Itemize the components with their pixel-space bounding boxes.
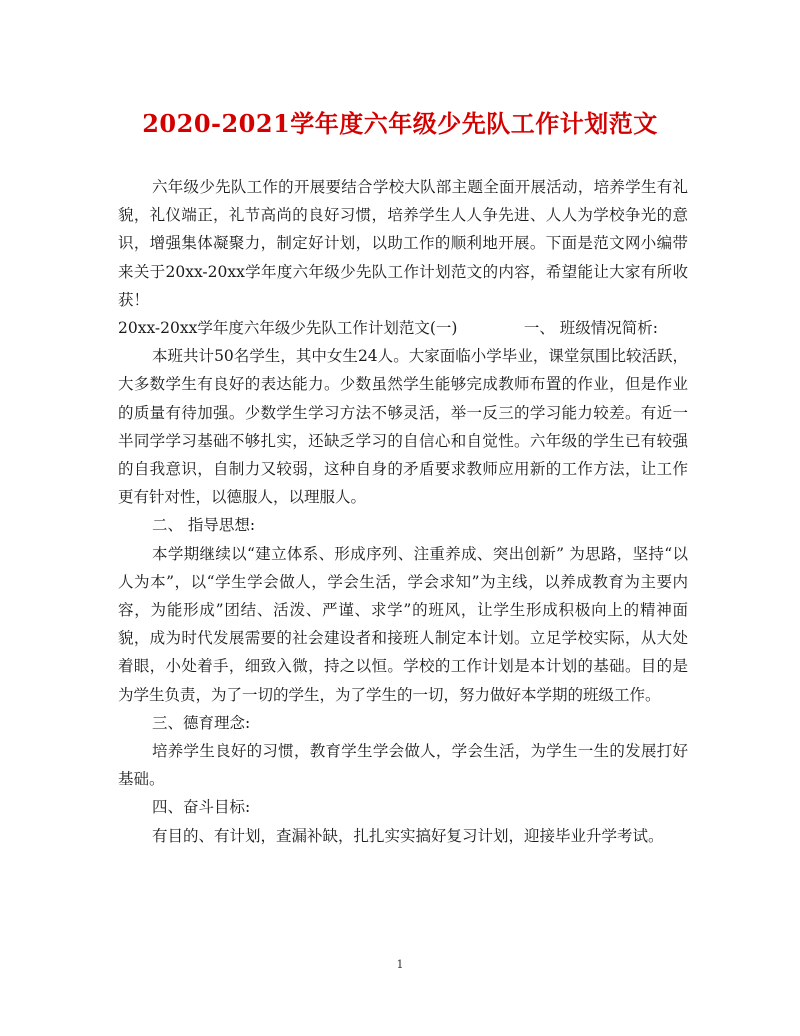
subtitle-left: 20xx-20xx学年度六年级少先队工作计划范文(一) — [118, 319, 458, 338]
document-body — [118, 173, 688, 850]
section2-heading: 二、 指导思想: — [152, 516, 256, 535]
intro-paragraph: 六年级少先队工作的开展要结合学校大队部主题全面开展活动，培养学生有礼貌，礼仪端正，礼节高尚的良好习惯，培养学生人人争先进、人人为学校争光的意识，增强集体凝聚力，制定好计划，以助工作的顺利地开展。下面是范文网小编带来关于20xx-20xx学年度六年级少先队工作计划范文的内容，希望能让大家有所收获！ — [118, 178, 688, 309]
section4-paragraph: 有目的、有计划，查漏补缺，扎扎实实搞好复习计划，迎接毕业升学考试。 — [152, 826, 664, 845]
section1-paragraph: 本班共计50名学生，其中女生24人。大家面临小学毕业，课堂氛围比较活跃，大多数学生有良好的表达能力。少数虽然学生能够完成教师布置的作业，但是作业的质量有待加强。少数学生学习方法不够灵活，举一反三的学习能力较差。有近一半同学学习基础不够扎实，还缺乏学习的自信心和自觉性。六年级的学生已有较强的自我意识，自制力又较弱，这种自身的矛盾要求教师应用新的工作方法，让工作更有针对性，以德服人，以理服人。 — [118, 347, 688, 507]
section2-paragraph: 本学期继续以“建立体系、形成序列、注重养成、突出创新” 为思路，坚持“以人为本”，以“学生学会做人，学会生活，学会求知”为主线，以养成教育为主要内容，为能形成”团结、活泼、严谨、求学”的班风，让学生形成积极向上的精神面貌，成为时代发展需要的社会建设者和接班人制定本计划。立足学校实际，从大处着眼，小处着手，细致入微，持之以恒。学校的工作计划是本计划的基础。目的是为学生负责，为了一切的学生，为了学生的一切，努力做好本学期的班级工作。 — [118, 544, 688, 704]
section3-heading: 三、德育理念: — [152, 713, 251, 732]
section3-paragraph: 培养学生良好的习惯，教育学生学会做人，学会生活，为学生一生的发展打好基础。 — [118, 742, 688, 789]
section1-heading: 一、 班级情况简析: — [523, 319, 658, 338]
document-title: 2020-2021学年度六年级少先队工作计划范文 — [142, 109, 658, 138]
subtitle-line — [118, 314, 688, 342]
page-number: 1 — [396, 958, 404, 971]
section4-heading: 四、奋斗目标: — [152, 798, 251, 817]
